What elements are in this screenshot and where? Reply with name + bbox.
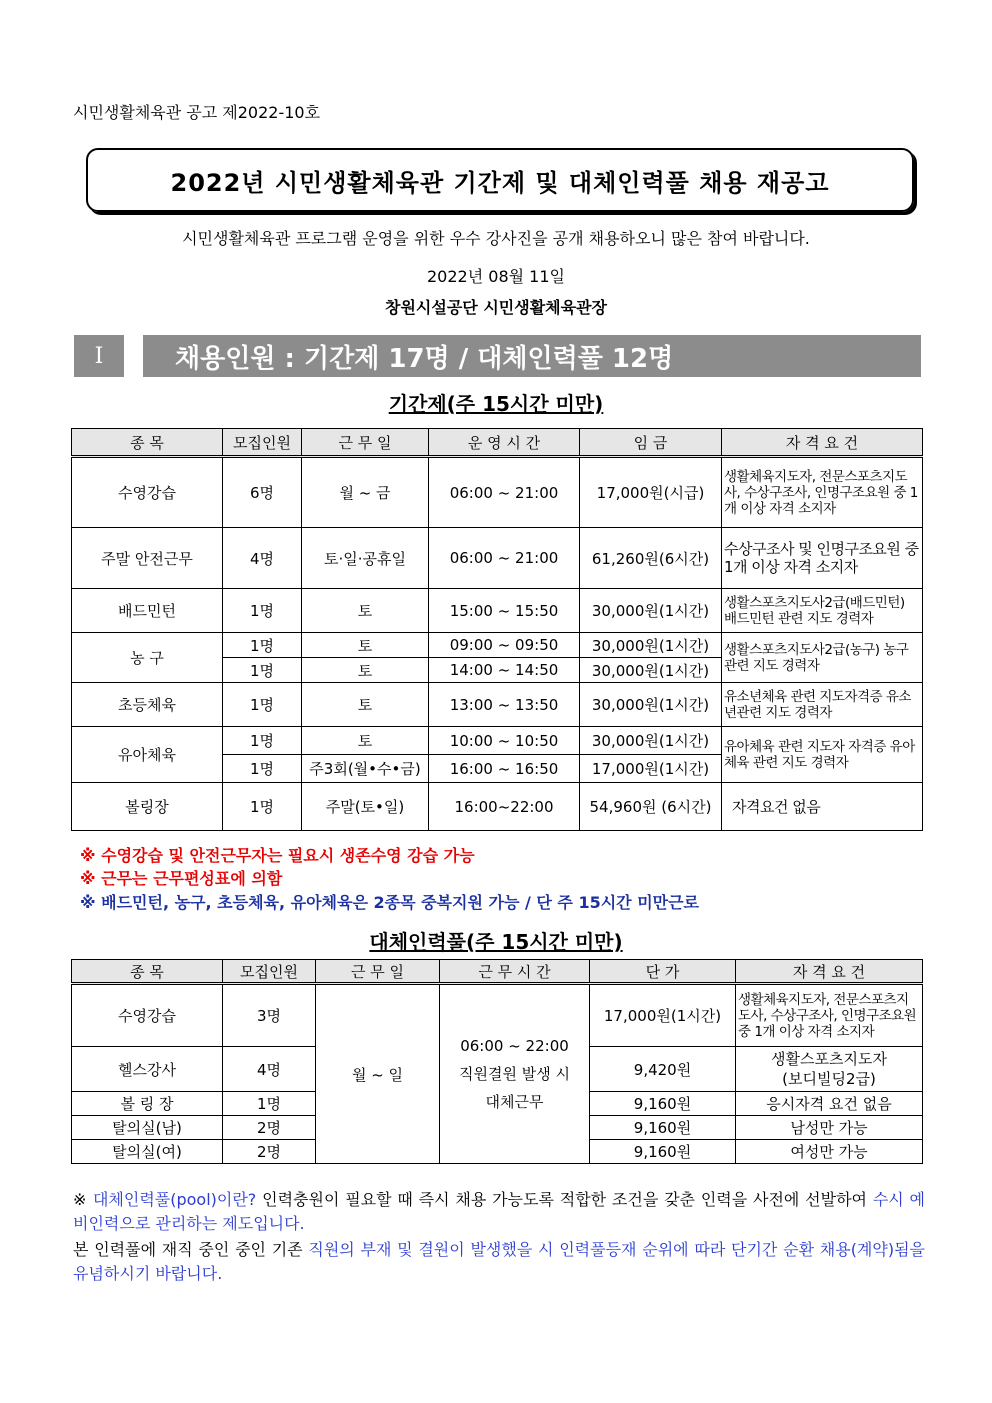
cell-requirement: 여성만 가능 xyxy=(736,1140,923,1164)
cell-count: 2명 xyxy=(223,1140,316,1164)
cell-days: 월 ~ 일 xyxy=(316,984,440,1164)
desc-highlight: 직원의 부재 및 결원이 발생했을 시 인력풀등재 순위에 따라 단기간 순환 채용(계약)됨을 유념하시기 바랍니다. xyxy=(73,1240,925,1283)
cell-sport: 헬스강사 xyxy=(72,1047,223,1092)
cell-days: 토 xyxy=(302,683,429,727)
page-title: 2022년 시민생활체육관 기간제 및 대체인력풀 채용 재공고 xyxy=(86,148,914,212)
work-time-note: 대체근무 xyxy=(485,1093,544,1111)
section-number: Ⅰ xyxy=(74,335,124,377)
cell-count: 1명 xyxy=(223,589,302,633)
cell-days: 주3회(월•수•금) xyxy=(302,755,429,783)
desc-term: 대체인력풀(pool)이란? xyxy=(92,1190,257,1209)
cell-sport: 탈의실(남) xyxy=(72,1116,223,1140)
cell-count: 2명 xyxy=(223,1116,316,1140)
cell-days: 토 xyxy=(302,589,429,633)
table-row xyxy=(72,589,923,633)
header-cell: 운 영 시 간 xyxy=(429,429,580,457)
cell-sport: 배드민턴 xyxy=(72,589,223,633)
cell-pay: 17,000원(1시간) xyxy=(580,755,722,783)
cell-count: 1명 xyxy=(223,783,302,831)
cell-time: 13:00 ~ 13:50 xyxy=(429,683,580,727)
cell-sport: 주말 안전근무 xyxy=(72,528,223,589)
table-row xyxy=(72,457,923,528)
cell-pay: 30,000원(1시간) xyxy=(580,633,722,658)
cell-requirement: 생활스포츠지도사2급(배드민턴) 배드민턴 관련 지도 경력자 xyxy=(722,589,923,633)
cell-time: 16:00 ~ 16:50 xyxy=(429,755,580,783)
header-cell: 자 격 요 건 xyxy=(736,960,923,984)
cell-requirement: 생활체육지도자, 전문스포츠지도사, 수상구조사, 인명구조요원 중 1개 이상 자격 소지자 xyxy=(722,457,923,528)
cell-count: 3명 xyxy=(223,984,316,1047)
cell-days: 주말(토•일) xyxy=(302,783,429,831)
header-cell: 자 격 요 건 xyxy=(722,429,923,457)
table-row xyxy=(72,984,923,1047)
cell-pay: 30,000원(1시간) xyxy=(580,658,722,683)
cell-count: 1명 xyxy=(223,727,302,755)
cell-time: 14:00 ~ 14:50 xyxy=(429,658,580,683)
notice-date: 2022년 08월 11일 xyxy=(427,267,565,286)
desc-text: 본 인력풀에 재직 중인 중인 기존 xyxy=(73,1240,309,1259)
cell-requirement: 남성만 가능 xyxy=(736,1116,923,1140)
intro-text: 시민생활체육관 프로그램 운영을 위한 우수 강사진을 공개 채용하오니 많은 참여 바랍니다. xyxy=(182,229,810,248)
cell-requirement xyxy=(736,1047,923,1092)
cell-sport: 볼 링 장 xyxy=(72,1092,223,1116)
cell-pay: 9,160원 xyxy=(590,1116,736,1140)
desc-text: 인력충원이 필요할 때 즉시 채용 가능도록 적합한 조건을 갖춘 인력을 사전에 선발하여 xyxy=(256,1190,873,1209)
fixed-term-subtitle: 기간제(주 15시간 미만) xyxy=(388,392,604,416)
requirement-line: (보디빌딩2급) xyxy=(782,1070,876,1088)
table-row xyxy=(72,783,923,831)
cell-pay: 30,000원(1시간) xyxy=(580,683,722,727)
cell-pay: 9,160원 xyxy=(590,1092,736,1116)
pool-usage-note xyxy=(73,1238,925,1286)
cell-sport: 수영강습 xyxy=(72,457,223,528)
section-title: 채용인원 : 기간제 17명 / 대체인력풀 12명 xyxy=(143,335,921,377)
cell-requirement: 생활체육지도자, 전문스포츠지도사, 수상구조사, 인명구조요원 중 1개 이상 자격 소지자 xyxy=(736,984,923,1047)
cell-time: 06:00 ~ 21:00 xyxy=(429,457,580,528)
header-cell: 종 목 xyxy=(72,960,223,984)
header-cell: 임 금 xyxy=(580,429,722,457)
header-cell: 종 목 xyxy=(72,429,223,457)
requirement-line: 생활스포츠지도자 xyxy=(771,1050,887,1068)
cell-days: 토 xyxy=(302,633,429,658)
cell-sport: 탈의실(여) xyxy=(72,1140,223,1164)
cell-count: 1명 xyxy=(223,633,302,658)
cell-requirement: 생활스포츠지도사2급(농구) 농구 관련 지도 경력자 xyxy=(722,633,923,683)
cell-sport: 초등체육 xyxy=(72,683,223,727)
cell-days: 토 xyxy=(302,658,429,683)
cell-pay: 17,000원(1시간) xyxy=(590,984,736,1047)
header-cell: 모집인원 xyxy=(223,429,302,457)
desc-highlight: 수시 예비인력으로 관리하는 제도입니다. xyxy=(73,1190,925,1233)
cell-time: 09:00 ~ 09:50 xyxy=(429,633,580,658)
note-swim: ※ 수영강습 및 안전근무자는 필요시 생존수영 강습 가능 xyxy=(80,846,475,865)
cell-count: 6명 xyxy=(223,457,302,528)
organization: 창원시설공단 시민생활체육관장 xyxy=(385,298,607,317)
cell-requirement: 자격요건 없음 xyxy=(722,783,923,831)
pool-subtitle: 대체인력풀(주 15시간 미만) xyxy=(369,930,623,954)
notice-number: 시민생활체육관 공고 제2022-10호 xyxy=(73,103,321,122)
cell-count: 1명 xyxy=(223,755,302,783)
cell-pay: 9,420원 xyxy=(590,1047,736,1092)
header-cell: 근 무 일 xyxy=(316,960,440,984)
fixed-term-table xyxy=(71,428,923,831)
cell-count: 1명 xyxy=(223,683,302,727)
header-cell: 근 무 시 간 xyxy=(440,960,590,984)
header-cell: 모집인원 xyxy=(223,960,316,984)
note-schedule: ※ 근무는 근무편성표에 의함 xyxy=(80,869,283,888)
cell-count: 1명 xyxy=(223,1092,316,1116)
note-multi-apply: ※ 배드민턴, 농구, 초등체육, 유아체육은 2종목 중복지원 가능 / 단 주 15시간 미만근로 xyxy=(80,893,700,912)
pool-definition xyxy=(73,1188,925,1236)
cell-requirement: 수상구조사 및 인명구조요원 중 1개 이상 자격 소지자 xyxy=(722,528,923,589)
cell-time: 10:00 ~ 10:50 xyxy=(429,727,580,755)
table-header-row xyxy=(72,429,923,457)
header-cell: 단 가 xyxy=(590,960,736,984)
cell-requirement: 응시자격 요건 없음 xyxy=(736,1092,923,1116)
table-header-row xyxy=(72,960,923,984)
table-row xyxy=(72,683,923,727)
cell-time: 06:00 ~ 21:00 xyxy=(429,528,580,589)
table-row xyxy=(72,528,923,589)
cell-count: 4명 xyxy=(223,528,302,589)
cell-time: 16:00~22:00 xyxy=(429,783,580,831)
cell-pay: 30,000원(1시간) xyxy=(580,589,722,633)
cell-time: 15:00 ~ 15:50 xyxy=(429,589,580,633)
table-row xyxy=(72,633,923,658)
cell-sport: 농 구 xyxy=(72,633,223,683)
work-time-condition: 직원결원 발생 시 xyxy=(459,1065,570,1083)
cell-pay: 30,000원(1시간) xyxy=(580,727,722,755)
cell-pay: 54,960원 (6시간) xyxy=(580,783,722,831)
cell-sport: 볼링장 xyxy=(72,783,223,831)
cell-pay: 61,260원(6시간) xyxy=(580,528,722,589)
cell-days: 토·일·공휴일 xyxy=(302,528,429,589)
cell-work-time xyxy=(440,984,590,1164)
pool-table xyxy=(71,959,923,1164)
cell-count: 4명 xyxy=(223,1047,316,1092)
cell-sport: 수영강습 xyxy=(72,984,223,1047)
cell-days: 토 xyxy=(302,727,429,755)
cell-pay: 17,000원(시급) xyxy=(580,457,722,528)
header-cell: 근 무 일 xyxy=(302,429,429,457)
cell-sport: 유아체육 xyxy=(72,727,223,783)
cell-days: 월 ~ 금 xyxy=(302,457,429,528)
cell-count: 1명 xyxy=(223,658,302,683)
work-time-hours: 06:00 ~ 22:00 xyxy=(460,1037,569,1055)
desc-mark: ※ xyxy=(73,1190,93,1209)
table-row xyxy=(72,727,923,755)
cell-requirement: 유아체육 관련 지도자 자격증 유아체육 관련 지도 경력자 xyxy=(722,727,923,783)
cell-pay: 9,160원 xyxy=(590,1140,736,1164)
cell-requirement: 유소년체육 관련 지도자격증 유소년관련 지도 경력자 xyxy=(722,683,923,727)
